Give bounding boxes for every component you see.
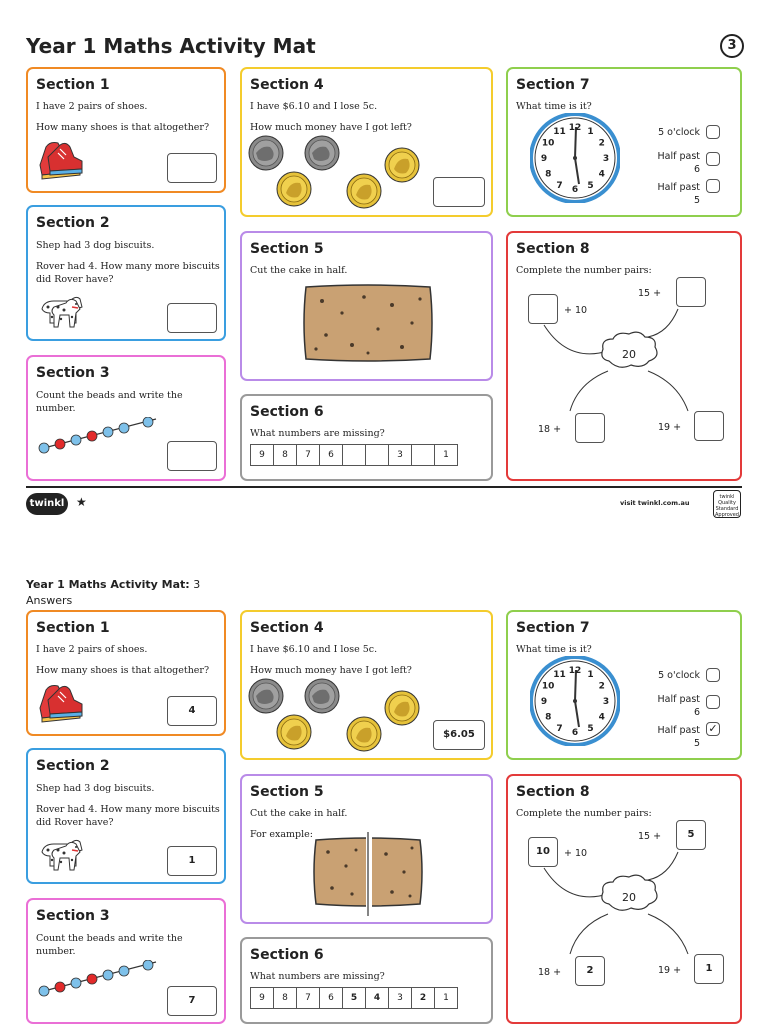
answers-section-1-card [26, 610, 226, 736]
clock-numeral: 7 [556, 180, 563, 191]
answers-section-8-card [506, 774, 742, 1024]
clock-numeral: 3 [602, 697, 610, 707]
question-text: I have $6.10 and I lose 5c. [250, 101, 378, 112]
answer-box[interactable] [676, 277, 706, 307]
section-2-card [26, 205, 226, 341]
question-text: Shep had 3 dog biscuits. [36, 783, 155, 794]
clock-numeral: 12 [568, 123, 582, 133]
pair-label: + 10 [564, 305, 588, 316]
question-text: How much money have I got left? [250, 122, 412, 133]
pair-label: 18 + [538, 967, 562, 978]
option-label: 5 [693, 195, 700, 206]
answer-box[interactable] [528, 294, 558, 324]
answer-box-filled: 2 [575, 956, 605, 986]
quality-badge: twinkl Quality Standard Approved [713, 490, 741, 518]
clock-numeral: 2 [598, 138, 605, 149]
strip-cell: 7 [297, 445, 320, 465]
strip-cell-blank[interactable] [366, 445, 389, 465]
option-label: Half past [657, 182, 700, 193]
clock-illustration [530, 113, 620, 203]
clock-numeral: 12 [568, 666, 582, 676]
clock-numeral: 4 [598, 169, 605, 180]
star-icon: ★ [76, 495, 87, 509]
clock-numeral: 11 [553, 127, 566, 138]
option-label: 5 o'clock [658, 670, 700, 681]
answer-box[interactable] [167, 303, 217, 333]
section-3-card [26, 355, 226, 481]
question-text: What numbers are missing? [250, 971, 385, 982]
answers-section-2-card [26, 748, 226, 884]
clock-numeral: 10 [541, 681, 555, 692]
strip-cell-answer: 2 [412, 988, 435, 1008]
checkbox-half-past-6 [706, 695, 720, 709]
answers-subtitle: Answers [26, 594, 73, 607]
question-text: number. [36, 946, 76, 957]
clock-numeral: 8 [545, 169, 552, 180]
strip-cell: 3 [389, 445, 412, 465]
cake-cut-illustration [312, 832, 424, 918]
strip-cell: 6 [320, 445, 343, 465]
question-text: How many shoes is that altogether? [36, 665, 210, 676]
number-strip [250, 444, 458, 466]
pair-label: 19 + [658, 965, 682, 976]
section-title: Section 8 [516, 241, 590, 257]
option-label: Half past [657, 725, 700, 736]
answer-box[interactable] [167, 441, 217, 471]
question-text: I have $6.10 and I lose 5c. [250, 644, 378, 655]
number-strip-answers [250, 987, 458, 1009]
pair-label: 18 + [538, 424, 562, 435]
section-title: Section 4 [250, 620, 324, 636]
question-text: Complete the number pairs: [516, 265, 652, 276]
cake-illustration[interactable] [302, 283, 434, 365]
strip-cell: 7 [297, 988, 320, 1008]
coin-icon [384, 147, 422, 185]
question-text: I have 2 pairs of shoes. [36, 101, 148, 112]
question-text: did Rover have? [36, 817, 114, 828]
checkbox-5-oclock [706, 668, 720, 682]
section-5-card [240, 231, 493, 381]
shoes-illustration [36, 135, 88, 183]
section-title: Section 7 [516, 77, 590, 93]
answer-box-filled: 1 [694, 954, 724, 984]
strip-cell: 8 [274, 988, 297, 1008]
section-title: Section 3 [36, 365, 110, 381]
section-8-card [506, 231, 742, 481]
option-label: 5 [693, 738, 700, 749]
clock-numeral: 2 [598, 681, 605, 692]
clock-numeral: 11 [553, 670, 566, 681]
strip-cell: 1 [443, 993, 449, 1003]
clock-numeral: 3 [602, 154, 610, 164]
answer-box[interactable] [167, 153, 217, 183]
section-title: Section 6 [250, 404, 324, 420]
option-label: 6 [693, 164, 700, 175]
answers-section-5-card [240, 774, 493, 924]
pair-total: 20 [622, 891, 636, 904]
clock-numeral: 6 [571, 185, 579, 195]
strip-cell-answer: 5 [343, 988, 366, 1008]
beads-illustration [36, 417, 162, 457]
question-text: What time is it? [516, 101, 592, 112]
option-label: 5 o'clock [658, 127, 700, 138]
clock-numeral: 10 [541, 138, 555, 149]
clock-numeral: 5 [587, 723, 594, 734]
section-1-card [26, 67, 226, 193]
checkbox-half-past-5[interactable] [706, 179, 720, 193]
coin-icon [304, 135, 342, 173]
question-text: did Rover have? [36, 274, 114, 285]
shoes-illustration [36, 678, 88, 726]
option-label: 6 [693, 707, 700, 718]
clock-numeral: 4 [598, 712, 605, 723]
coin-icon [346, 716, 384, 754]
clock-numeral: 6 [571, 728, 579, 738]
dogs-illustration [36, 287, 88, 333]
answer-box-filled: 7 [167, 986, 217, 1016]
section-title: Section 5 [250, 784, 324, 800]
answers-title: Year 1 Maths Activity Mat: 3 [26, 578, 201, 591]
answers-section-7-card [506, 610, 742, 760]
section-title: Section 2 [36, 215, 110, 231]
beads-illustration [36, 960, 162, 1000]
pair-label: 15 + [638, 288, 662, 299]
pair-label: 19 + [658, 422, 682, 433]
dogs-illustration [36, 830, 88, 876]
option-label: Half past [657, 151, 700, 162]
checkbox-half-past-6[interactable] [706, 152, 720, 166]
visit-link[interactable]: visit twinkl.com.au [620, 499, 690, 507]
section-title: Section 5 [250, 241, 324, 257]
strip-cell: 3 [389, 988, 412, 1008]
coin-icon [248, 678, 286, 716]
answers-section-6-card [240, 937, 493, 1024]
question-text: What time is it? [516, 644, 592, 655]
question-text: Shep had 3 dog biscuits. [36, 240, 155, 251]
clock-numeral: 1 [587, 127, 594, 138]
pair-label: 15 + [638, 831, 662, 842]
section-title: Section 8 [516, 784, 590, 800]
section-title: Section 2 [36, 758, 110, 774]
section-title: Section 6 [250, 947, 324, 963]
answer-box-filled: 1 [167, 846, 217, 876]
strip-cell: 9 [251, 988, 274, 1008]
answer-box[interactable] [575, 413, 605, 443]
coin-icon [276, 171, 314, 209]
coin-icon [384, 690, 422, 728]
question-text: Complete the number pairs: [516, 808, 652, 819]
coin-icon [304, 678, 342, 716]
question-text: How much money have I got left? [250, 665, 412, 676]
question-text: Count the beads and write the [36, 390, 183, 401]
question-text: number. [36, 403, 76, 414]
checkbox-half-past-5-checked: ✓ [706, 722, 720, 736]
section-title: Section 1 [36, 620, 110, 636]
question-text: Rover had 4. How many more biscuits [36, 804, 220, 815]
strip-cell: 1 [443, 450, 449, 460]
strip-cell-blank[interactable] [412, 445, 435, 465]
strip-cell: 8 [274, 445, 297, 465]
question-text: Count the beads and write the [36, 933, 183, 944]
section-title: Section 3 [36, 908, 110, 924]
clock-numeral: 1 [587, 670, 594, 681]
question-text: How many shoes is that altogether? [36, 122, 210, 133]
option-label: Half past [657, 694, 700, 705]
answer-box-filled: $6.05 [433, 720, 485, 750]
answer-box[interactable] [694, 411, 724, 441]
answer-box-filled: 10 [528, 837, 558, 867]
example-label: For example: [250, 829, 313, 840]
coin-icon [248, 135, 286, 173]
clock-numeral: 5 [587, 180, 594, 191]
strip-cell: 9 [251, 445, 274, 465]
clock-numeral: 9 [540, 697, 548, 707]
answer-box[interactable] [433, 177, 485, 207]
clock-numeral: 9 [540, 154, 548, 164]
page-number-badge: 3 [720, 34, 744, 58]
answer-box-filled: 5 [676, 820, 706, 850]
coin-icon [276, 714, 314, 752]
section-7-card [506, 67, 742, 217]
clock-numeral: 7 [556, 723, 563, 734]
twinkl-logo: twinkl [26, 493, 68, 515]
clock-numeral: 8 [545, 712, 552, 723]
strip-cell-blank[interactable] [343, 445, 366, 465]
question-text: What numbers are missing? [250, 428, 385, 439]
answers-section-4-card [240, 610, 493, 760]
pair-label: + 10 [564, 848, 588, 859]
clock-illustration [530, 656, 620, 746]
question-text: I have 2 pairs of shoes. [36, 644, 148, 655]
question-text: Cut the cake in half. [250, 265, 348, 276]
section-title: Section 4 [250, 77, 324, 93]
answer-box-filled: 4 [167, 696, 217, 726]
pair-total: 20 [622, 348, 636, 361]
answers-section-3-card [26, 898, 226, 1024]
section-title: Section 1 [36, 77, 110, 93]
strip-cell-answer: 4 [366, 988, 389, 1008]
footer-divider [26, 486, 742, 488]
question-text: Rover had 4. How many more biscuits [36, 261, 220, 272]
strip-cell: 6 [320, 988, 343, 1008]
section-4-card [240, 67, 493, 217]
question-text: Cut the cake in half. [250, 808, 348, 819]
checkbox-5-oclock[interactable] [706, 125, 720, 139]
section-6-card [240, 394, 493, 481]
section-title: Section 7 [516, 620, 590, 636]
coin-icon [346, 173, 384, 211]
page-title: Year 1 Maths Activity Mat [26, 34, 316, 58]
